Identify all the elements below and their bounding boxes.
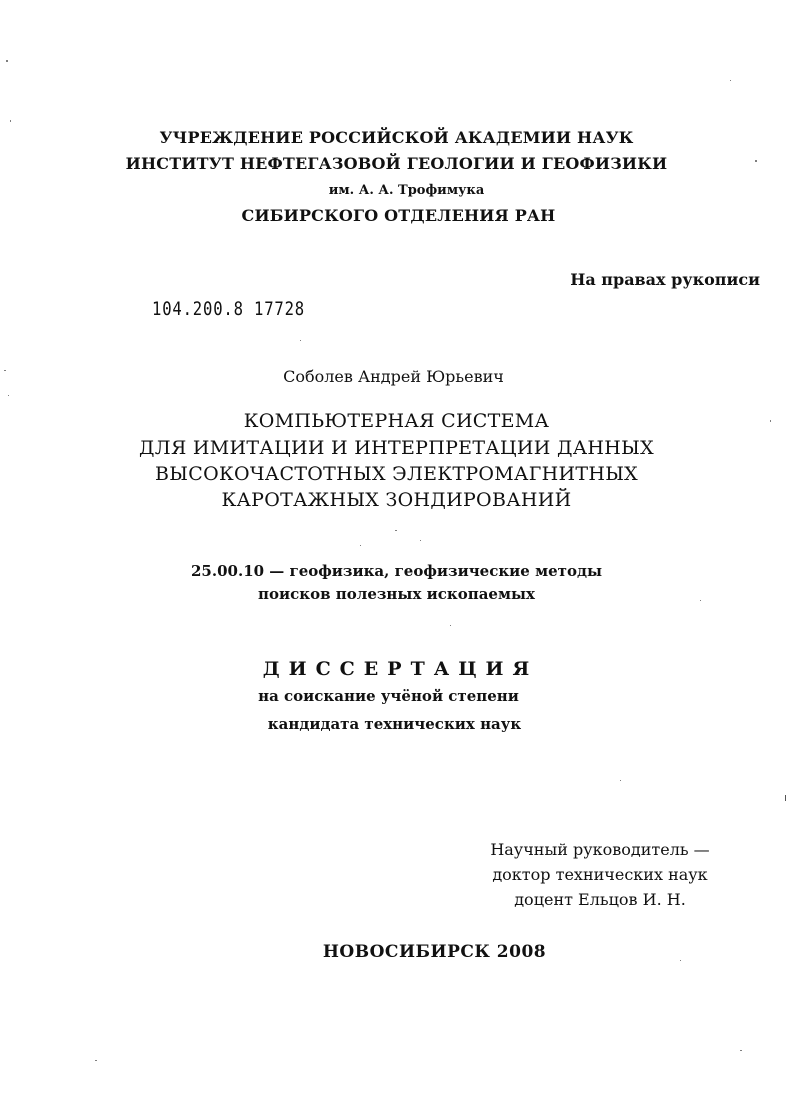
specialty-line-1: 25.00.10 — геофизика, геофизические методы — [191, 562, 602, 580]
title-line-2: ДЛЯ ИМИТАЦИИ И ИНТЕРПРЕТАЦИИ ДАННЫХ — [139, 437, 654, 459]
supervisor-line-3: доцент Ельцов И. Н. — [514, 890, 686, 909]
title-line-4: КАРОТАЖНЫХ ЗОНДИРОВАНИЙ — [221, 489, 572, 511]
author-name: Соболев Андрей Юрьевич — [283, 367, 504, 386]
supervisor-line-2: доктор технических наук — [492, 865, 708, 884]
degree-line-2: кандидата технических наук — [267, 715, 522, 733]
institution-line-2: ИНСТИТУТ НЕФТЕГАЗОВОЙ ГЕОЛОГИИ И ГЕОФИЗИКИ — [125, 154, 668, 173]
supervisor-line-1: Научный руководитель — — [490, 840, 710, 859]
institution-line-4: СИБИРСКОГО ОТДЕЛЕНИЯ РАН — [241, 206, 556, 225]
dissertation-heading: ДИССЕРТАЦИЯ — [262, 658, 539, 680]
degree-line-1: на соискание учёной степени — [258, 687, 519, 705]
institution-line-3: им. А. А. Трофимука — [328, 183, 485, 198]
institution-line-1: УЧРЕЖДЕНИЕ РОССИЙСКОЙ АКАДЕМИИ НАУК — [159, 128, 634, 147]
city-year: НОВОСИБИРСК 2008 — [322, 942, 547, 962]
title-line-1: КОМПЬЮТЕРНАЯ СИСТЕМА — [243, 410, 550, 432]
title-line-3: ВЫСОКОЧАСТОТНЫХ ЭЛЕКТРОМАГНИТНЫХ — [154, 463, 639, 485]
specialty-line-2: поисков полезных ископаемых — [258, 585, 535, 603]
library-stamp-number: 104.200.8 17728 — [152, 298, 306, 320]
rights-note: На правах рукописи — [570, 270, 760, 289]
